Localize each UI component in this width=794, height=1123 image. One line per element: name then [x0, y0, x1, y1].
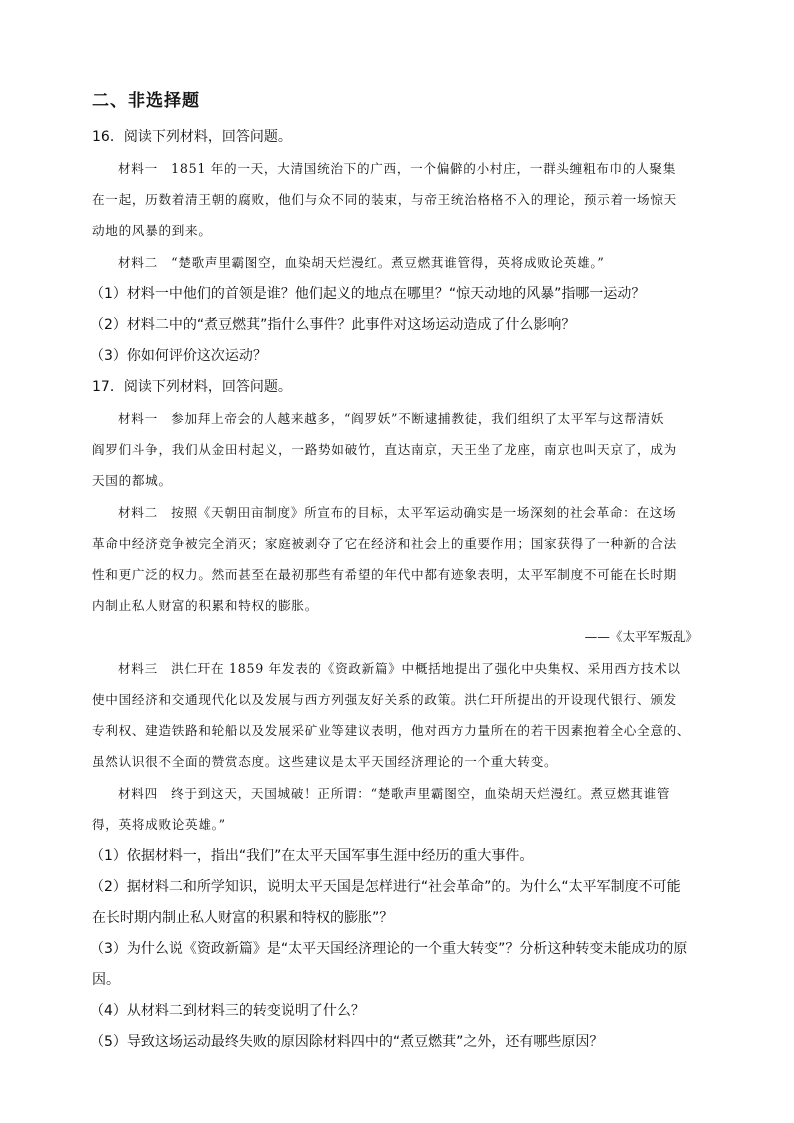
question-16-stem: 16．阅读下列材料，回答问题。 — [92, 129, 292, 145]
q16-material-1-line: 动地的风暴的到来。 — [92, 223, 212, 238]
q17-material-1-line: 材料一 参加拜上帝会的人越来越多，“阎罗妖”不断逮捕教徒，我们组织了太平军与这帮清妖 — [118, 411, 665, 426]
q17-material-3-line: 专利权、建造铁路和轮船以及发展采矿业等建议表明，他对西方力量所在的若干因素抱着全心全意的、 — [92, 723, 691, 738]
q17-sub-question: （2）据材料二和所学知识，说明太平天国是怎样进行“社会革命”的。为什么“太平军制度不可能 — [90, 879, 681, 895]
q16-sub-question: （3）你如何评价这次运动？ — [90, 348, 267, 364]
q16-material-1-line: 在一起，历数着清王朝的腐败，他们与众不同的装束，与帝王统治格格不入的理论，预示着一场惊天 — [92, 192, 677, 207]
q16-material-1-line: 材料一 1851 年的一天，大清国统治下的广西，一个偏僻的小村庄，一群头缠粗布巾的人聚集 — [118, 161, 677, 176]
q17-material-4-line: 材料四 终于到这天，天国城破！正所谓：“楚歌声里霸图空，血染胡天烂漫红。煮豆燃萁谁管 — [118, 786, 671, 801]
section-title: 二、非选择题 — [92, 91, 200, 111]
q17-material-2-line: 内制止私人财富的积累和特权的膨胀。 — [92, 598, 318, 613]
q17-material-3-line: 材料三 洪仁玕在 1859 年发表的《资政新篇》中概括地提出了强化中央集权、采用西方技术以 — [118, 661, 681, 676]
q17-sub-question-cont: 因。 — [92, 972, 120, 988]
q17-sub-question: （3）为什么说《资政新篇》是“太平天国经济理论的一个重大转变”？分析这种转变未能成功的原 — [90, 941, 688, 957]
q17-sub-question-cont: 在长时期内制止私人财富的积累和特权的膨胀”？ — [92, 910, 394, 926]
q17-material-1-line: 阎罗们斗争，我们从金田村起义，一路势如破竹，直达南京，天王坐了龙座，南京也叫天京了，成为 — [92, 442, 677, 457]
q17-material-2-source: ——《太平军叛乱》 — [584, 629, 698, 644]
q17-material-1-line: 天国的都城。 — [92, 473, 172, 488]
q16-sub-question: （2）材料二中的“煮豆燃萁”指什么事件？此事件对这场运动造成了什么影响？ — [90, 317, 576, 333]
q17-sub-question: （4）从材料二到材料三的转变说明了什么？ — [90, 1003, 365, 1019]
q17-sub-question: （1）依据材料一，指出“我们”在太平天国军事生涯中经历的重大事件。 — [90, 848, 534, 864]
q17-material-2-line: 革命中经济竞争被完全消灭；家庭被剥夺了它在经济和社会上的重要作用；国家获得了一种新的合法 — [92, 536, 677, 551]
q17-sub-question: （5）导致这场运动最终失败的原因除材料四中的“煮豆燃萁”之外，还有哪些原因？ — [90, 1034, 604, 1050]
q17-material-3-line: 虽然认识很不全面的赞赏态度。这些建议是太平天国经济理论的一个重大转变。 — [92, 754, 558, 769]
q16-material-2: 材料二 “楚歌声里霸图空，血染胡天烂漫红。煮豆燃萁谁管得，英将成败论英雄。” — [118, 255, 605, 270]
q17-material-4-line: 得，英将成败论英雄。” — [92, 817, 226, 832]
q16-sub-question: （1）材料一中他们的首领是谁？他们起义的地点在哪里？“惊天动地的风暴”指哪一运动？ — [90, 286, 646, 302]
q17-material-2-line: 性和更广泛的权力。然而甚至在最初那些有希望的年代中都有迹象表明，太平军制度不可能在长时期 — [92, 567, 677, 582]
q17-material-3-line: 使中国经济和交通现代化以及发展与西方列强友好关系的政策。洪仁玕所提出的开设现代银行、颁发 — [92, 692, 677, 707]
question-17-stem: 17．阅读下列材料，回答问题。 — [92, 379, 292, 395]
q17-material-2-line: 材料二 按照《天朝田亩制度》所宣布的目标，太平军运动确实是一场深刻的社会革命：在这场 — [118, 505, 677, 520]
